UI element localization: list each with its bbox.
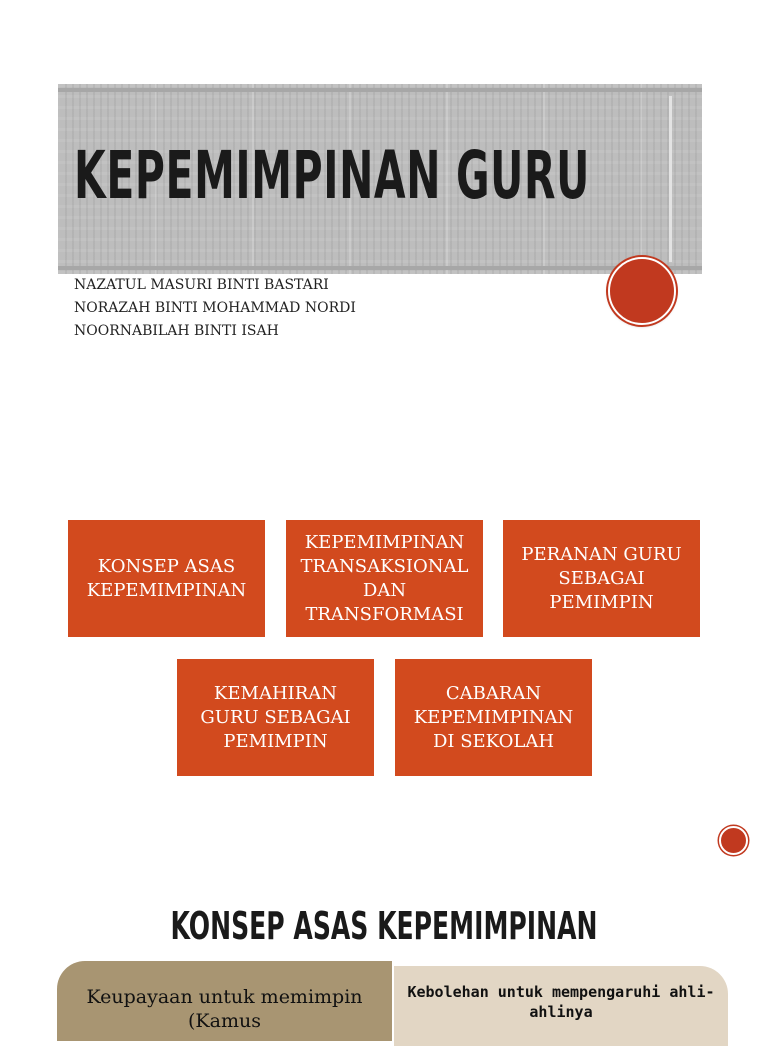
decorative-circle-small (719, 826, 748, 855)
definition-card-right: Kebolehan untuk mempengaruhi ahli-ahlinya (394, 966, 728, 1046)
topic-box-peranan-guru[interactable]: PERANAN GURU SEBAGAI PEMIMPIN (503, 520, 700, 637)
topic-box-konsep-asas[interactable]: KONSEP ASAS KEPEMIMPINAN (68, 520, 265, 637)
topic-box-transaksional-transformasi[interactable]: KEPEMIMPINAN TRANSAKSIONAL DAN TRANSFORMASI (286, 520, 483, 637)
definition-card-left: Keupayaan untuk memimpin (Kamus (57, 961, 392, 1041)
author-name: NOORNABILAH BINTI ISAH (74, 323, 279, 339)
banner-strip (669, 96, 672, 262)
decorative-circle-large (608, 257, 676, 325)
topic-box-kemahiran-guru[interactable]: KEMAHIRAN GURU SEBAGAI PEMIMPIN (177, 659, 374, 776)
banner-stripe-bottom (58, 266, 702, 270)
topic-box-cabaran[interactable]: CABARAN KEPEMIMPINAN DI SEKOLAH (395, 659, 592, 776)
title-banner (58, 84, 702, 274)
author-name: NORAZAH BINTI MOHAMMAD NORDI (74, 300, 356, 316)
author-list (74, 274, 356, 343)
section-title: KONSEP ASAS KEPEMIMPINAN (170, 904, 598, 948)
author-name: NAZATUL MASURI BINTI BASTARI (74, 277, 329, 293)
page-title: KEPEMIMPINAN GURU (74, 137, 590, 214)
banner-stripe-top (58, 88, 702, 92)
